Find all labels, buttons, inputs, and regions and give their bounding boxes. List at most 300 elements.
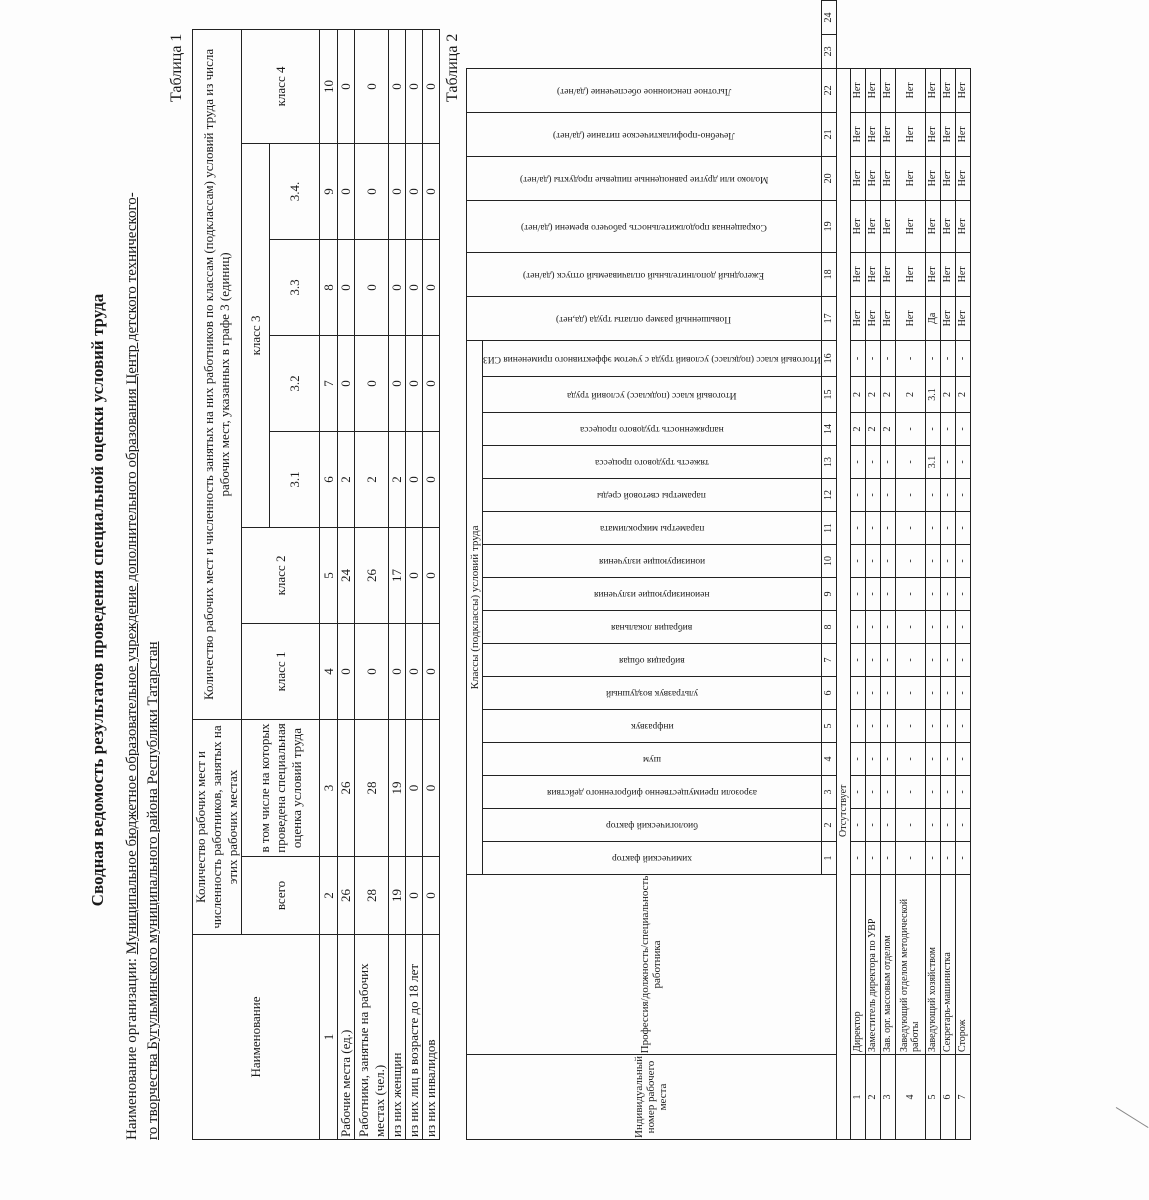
- t1-header-class34: 3.4.: [270, 143, 320, 239]
- t2-cell: -: [850, 340, 865, 376]
- t1-header-class31: 3.1: [270, 431, 320, 527]
- t2-cell: -: [880, 340, 895, 376]
- t2-cell: Нет: [880, 156, 895, 200]
- t2-cell: -: [850, 644, 865, 677]
- t2-cell: 2: [955, 377, 970, 413]
- t1-cell: 0: [389, 29, 406, 143]
- t1-cell: 0: [406, 431, 423, 527]
- t2-factor-label: биологический фактор: [605, 820, 698, 831]
- t1-cell: 0: [406, 239, 423, 335]
- t2-factor-label: Итоговый класс (подкласс) условий труда с учетом эффективного применения СИЗ: [483, 353, 821, 364]
- t1-cell: 28: [355, 857, 389, 935]
- t1-row-name: из них женщин: [389, 935, 406, 1140]
- t2-cell: -: [850, 710, 865, 743]
- t2-cell: Нет: [865, 68, 880, 112]
- t2-colnum: 7: [821, 644, 836, 677]
- t2-cell: -: [940, 413, 955, 446]
- t2-colnum: 23: [821, 34, 836, 68]
- t2-cell: -: [865, 743, 880, 776]
- t2-colnum: 19: [821, 200, 836, 252]
- t2-factor-label: вибрация локальная: [611, 622, 693, 633]
- t2-colnum: 15: [821, 377, 836, 413]
- t1-cell: 2: [338, 431, 355, 527]
- t2-cell: -: [865, 677, 880, 710]
- t2-cell: -: [925, 512, 940, 545]
- t2-row-id: 7: [955, 1055, 970, 1140]
- t2-cell: -: [880, 710, 895, 743]
- t2-cell: Нет: [865, 156, 880, 200]
- t2-cell: -: [865, 446, 880, 479]
- t2-absent-note-row: [836, 68, 850, 1139]
- t1-header-class1: класс 1: [242, 623, 320, 719]
- t2-cell: -: [955, 677, 970, 710]
- table1-caption: Таблица 1: [168, 33, 185, 102]
- t2-cell: -: [895, 776, 925, 809]
- t2-row: [865, 1, 880, 1140]
- t2-cell: -: [925, 545, 940, 578]
- t2-cell: -: [880, 743, 895, 776]
- t2-cell: 3.1: [925, 446, 940, 479]
- t2-cell: -: [940, 776, 955, 809]
- t2-cell: -: [880, 611, 895, 644]
- t2-cell: -: [925, 776, 940, 809]
- t2-cell: -: [895, 611, 925, 644]
- t1-colnum: 10: [320, 29, 338, 143]
- t2-cell: 2: [880, 413, 895, 446]
- t2-header-id: Индивидуальный номер рабочего места: [467, 1055, 837, 1140]
- t2-cell: -: [955, 340, 970, 376]
- t2-row: [940, 1, 955, 1140]
- t2-cell: -: [865, 578, 880, 611]
- t2-cell: -: [955, 644, 970, 677]
- t2-cell: -: [940, 340, 955, 376]
- t2-row-profession: Заведующий отделом методической работы: [895, 875, 925, 1055]
- t2-cell: -: [850, 743, 865, 776]
- t2-factor-label: параметры микроклимата: [599, 523, 705, 534]
- t2-cell: Нет: [925, 252, 940, 296]
- t2-cell: -: [850, 446, 865, 479]
- t2-colnum: 17: [821, 296, 836, 340]
- t2-cell: -: [940, 611, 955, 644]
- org-name-line-1: Муниципальное бюджетное образовательное учреждение дополнительного образования Центр детского технического: [124, 197, 140, 955]
- t2-colnum: 21: [821, 112, 836, 156]
- t1-cell: 0: [355, 623, 389, 719]
- t2-cell: -: [955, 446, 970, 479]
- t2-cell: Нет: [940, 200, 955, 252]
- t2-cell: -: [895, 479, 925, 512]
- t2-cell: Нет: [850, 296, 865, 340]
- t1-row: [355, 29, 389, 1139]
- t2-factor-header: [483, 446, 822, 479]
- t1-cell: 0: [338, 335, 355, 431]
- t2-cell: -: [880, 545, 895, 578]
- t2-cell: -: [865, 545, 880, 578]
- t2-cell: Нет: [925, 156, 940, 200]
- t1-cell: 0: [423, 239, 440, 335]
- t2-cell: Нет: [850, 200, 865, 252]
- t1-cell: 0: [423, 857, 440, 935]
- t1-header-class2: класс 2: [242, 527, 320, 623]
- t2-cell: Нет: [895, 112, 925, 156]
- t2-factor-label: химический фактор: [611, 853, 692, 864]
- t1-row-name: Рабочие места (ед.): [338, 935, 355, 1140]
- t1-row: [389, 29, 406, 1139]
- t2-colnum: 20: [821, 156, 836, 200]
- t2-cell: -: [955, 710, 970, 743]
- t2-cell: -: [880, 446, 895, 479]
- t2-cell: -: [955, 611, 970, 644]
- t2-cell: -: [865, 340, 880, 376]
- t1-colnum: 5: [320, 527, 338, 623]
- t2-cell: -: [880, 644, 895, 677]
- t2-cell: -: [940, 677, 955, 710]
- t2-cell: Нет: [940, 252, 955, 296]
- t2-row: [955, 1, 970, 1140]
- t2-cell: 2: [865, 377, 880, 413]
- t2-colnum: 14: [821, 413, 836, 446]
- t2-colnum: 11: [821, 512, 836, 545]
- t1-colnum: 6: [320, 431, 338, 527]
- t1-cell: 0: [355, 29, 389, 143]
- t1-cell: 26: [338, 857, 355, 935]
- t2-cell: -: [895, 512, 925, 545]
- t1-colnum: 9: [320, 143, 338, 239]
- t2-factor-header: [483, 578, 822, 611]
- t2-cell: -: [850, 809, 865, 842]
- t1-cell: 0: [355, 143, 389, 239]
- t2-cell: -: [880, 776, 895, 809]
- t2-cell: -: [925, 578, 940, 611]
- t2-cell: Нет: [955, 252, 970, 296]
- t2-colnum: 9: [821, 578, 836, 611]
- t2-cell: -: [940, 842, 955, 875]
- t1-cell: 0: [338, 623, 355, 719]
- t2-cell: -: [865, 479, 880, 512]
- t2-cell: -: [880, 677, 895, 710]
- t1-header-class32: 3.2: [270, 335, 320, 431]
- t2-cell: Нет: [925, 68, 940, 112]
- t2-factor-label: ультразвук воздушный: [605, 688, 698, 699]
- t2-cell: 2: [880, 377, 895, 413]
- t2-cell: Нет: [850, 112, 865, 156]
- t1-header-total: всего: [242, 857, 320, 935]
- t2-guarantee-header: Льготное пенсионное обеспечение (да/нет): [467, 68, 822, 112]
- t2-row-id: 3: [880, 1055, 895, 1140]
- t2-factor-header: [483, 776, 822, 809]
- t2-cell: Нет: [895, 68, 925, 112]
- t2-cell: -: [895, 743, 925, 776]
- t2-cell: Нет: [940, 156, 955, 200]
- t2-cell: -: [955, 743, 970, 776]
- t2-cell: Нет: [865, 252, 880, 296]
- t2-guarantee-header: Молоко или другие равноценные пищевые продукты (да/нет): [467, 156, 822, 200]
- t2-cell: -: [850, 578, 865, 611]
- t2-row-profession: Заведующий хозяйством: [925, 875, 940, 1055]
- t2-factor-header: [483, 677, 822, 710]
- t1-colnum: 4: [320, 623, 338, 719]
- t2-row: [850, 1, 865, 1140]
- t2-cell: -: [850, 479, 865, 512]
- t2-cell: Нет: [880, 252, 895, 296]
- t2-cell: -: [880, 809, 895, 842]
- t2-factor-header: [483, 743, 822, 776]
- t2-cell: -: [895, 710, 925, 743]
- t1-cell: 28: [355, 719, 389, 856]
- t2-cell: Нет: [895, 156, 925, 200]
- t2-cell: Нет: [940, 112, 955, 156]
- t2-row-profession: Сторож: [955, 875, 970, 1055]
- t2-cell: -: [925, 677, 940, 710]
- t2-factor-label: шум: [642, 754, 661, 765]
- t2-factor-label: Итоговый класс (подкласс) условий труда: [567, 390, 737, 400]
- t2-factor-label: инфразвук: [630, 721, 674, 732]
- t2-factor-label: вибрация общая: [619, 655, 685, 666]
- t2-colnum: 4: [821, 743, 836, 776]
- t2-cell: -: [895, 644, 925, 677]
- t2-cell: Нет: [880, 68, 895, 112]
- t1-row: [338, 29, 355, 1139]
- t2-factor-label: тяжесть трудового процесса: [594, 457, 709, 468]
- t1-cell: 0: [406, 29, 423, 143]
- organization-block: Наименование организации: Муниципальное бюджетное образовательное учреждение дополнительного образования Центр детского технического- го творчества Бугульминского муниципального района Республики Татарстан: [124, 192, 161, 1140]
- t1-body: [338, 29, 440, 1139]
- t2-row-id: 2: [865, 1055, 880, 1140]
- t1-row-name: из них лиц в возрасте до 18 лет: [406, 935, 423, 1140]
- t2-row-profession: Заместитель директора по УВР: [865, 875, 880, 1055]
- t1-header-class4: класс 4: [242, 29, 320, 143]
- t2-cell: Нет: [850, 156, 865, 200]
- t1-cell: 24: [338, 527, 355, 623]
- t2-cell: Нет: [925, 200, 940, 252]
- t1-row-name: из них инвалидов: [423, 935, 440, 1140]
- t2-factor-header: [483, 710, 822, 743]
- t2-cell: -: [940, 512, 955, 545]
- t2-cell: -: [865, 611, 880, 644]
- t2-cell: -: [880, 512, 895, 545]
- t2-cell: -: [955, 479, 970, 512]
- t1-cell: 19: [389, 857, 406, 935]
- t1-header-class3: класс 3: [242, 143, 270, 527]
- t2-cell: -: [865, 644, 880, 677]
- t2-cell: 2: [850, 413, 865, 446]
- t2-cell: -: [850, 512, 865, 545]
- t2-row-profession: Секретарь-машинистка: [940, 875, 955, 1055]
- t2-factor-header: [483, 377, 822, 413]
- t1-cell: 0: [355, 335, 389, 431]
- t2-factor-header: [483, 842, 822, 875]
- t2-cell: 2: [940, 377, 955, 413]
- t2-factor-header: [483, 809, 822, 842]
- t2-colnum: 12: [821, 479, 836, 512]
- t2-cell: Нет: [895, 200, 925, 252]
- t1-cell: 0: [338, 239, 355, 335]
- t1-cell: 26: [355, 527, 389, 623]
- t2-cell: 3.1: [925, 377, 940, 413]
- t2-row-id: 1: [850, 1055, 865, 1140]
- t1-cell: 0: [389, 143, 406, 239]
- t2-cell: Да: [925, 296, 940, 340]
- t2-cell: -: [925, 710, 940, 743]
- t1-cell: 0: [423, 623, 440, 719]
- t2-row-id: 4: [895, 1055, 925, 1140]
- t2-cell: -: [865, 842, 880, 875]
- t2-factor-header: [483, 413, 822, 446]
- t2-cell: -: [940, 743, 955, 776]
- t1-colnum: 1: [320, 935, 338, 1140]
- t1-header-class33: 3.3: [270, 239, 320, 335]
- t2-colnum: 1: [821, 842, 836, 875]
- t2-cell: -: [955, 413, 970, 446]
- t1-cell: 0: [423, 143, 440, 239]
- t1-header-name: Наименование: [193, 935, 320, 1140]
- t1-header-group1: Количество рабочих мест и численность работников, занятых на этих рабочих местах: [193, 719, 242, 934]
- t2-colnum: 8: [821, 611, 836, 644]
- t2-row-profession: Зав. орг. массовым отделом: [880, 875, 895, 1055]
- t2-colnum: 6: [821, 677, 836, 710]
- t2-cell: -: [940, 578, 955, 611]
- t2-cell: 2: [865, 413, 880, 446]
- t1-cell: 17: [389, 527, 406, 623]
- t2-colnum: 3: [821, 776, 836, 809]
- t2-cell: Нет: [895, 296, 925, 340]
- t2-cell: -: [850, 611, 865, 644]
- workplaces-table: [466, 0, 971, 1140]
- t2-cell: Нет: [865, 200, 880, 252]
- t1-cell: 0: [338, 29, 355, 143]
- t1-colnum: 7: [320, 335, 338, 431]
- t2-cell: -: [955, 512, 970, 545]
- summary-table: [192, 29, 440, 1140]
- t1-colnum: 2: [320, 857, 338, 935]
- t2-cell: 2: [895, 377, 925, 413]
- t2-factor-label: параметры световой среды: [597, 490, 707, 501]
- t1-cell: 0: [423, 335, 440, 431]
- t2-cell: -: [880, 578, 895, 611]
- t2-cell: -: [865, 710, 880, 743]
- t2-cell: Нет: [940, 68, 955, 112]
- t2-cell: Нет: [865, 112, 880, 156]
- t2-cell: -: [940, 446, 955, 479]
- t2-cell: -: [895, 842, 925, 875]
- t2-factor-header: [483, 611, 822, 644]
- t2-row-id: 5: [925, 1055, 940, 1140]
- t2-guarantee-header: Ежегодный дополнительный оплачиваемый отпуск (да/нет): [467, 252, 822, 296]
- t1-cell: 2: [389, 431, 406, 527]
- t1-colnum: 8: [320, 239, 338, 335]
- t2-cell: -: [865, 776, 880, 809]
- t2-factor-header: [483, 340, 822, 376]
- t2-row-id: 6: [940, 1055, 955, 1140]
- t2-cell: -: [940, 479, 955, 512]
- t2-colnum: 16: [821, 340, 836, 376]
- t2-cell: Нет: [880, 296, 895, 340]
- t2-cell: Нет: [955, 156, 970, 200]
- t2-cell: -: [865, 512, 880, 545]
- t2-cell: -: [940, 809, 955, 842]
- t2-cell: Нет: [940, 296, 955, 340]
- t2-cell: -: [880, 479, 895, 512]
- t1-cell: 0: [423, 431, 440, 527]
- t1-cell: 0: [389, 239, 406, 335]
- t2-cell: Нет: [880, 200, 895, 252]
- org-label: Наименование организации:: [124, 958, 140, 1140]
- t2-cell: Нет: [850, 252, 865, 296]
- org-name-line-2: го творчества Бугульминского муниципального района Республики Татарстан: [145, 641, 161, 1140]
- t1-cell: 0: [406, 143, 423, 239]
- t1-cell: 0: [423, 719, 440, 856]
- t1-cell: 0: [355, 239, 389, 335]
- t2-cell: -: [850, 545, 865, 578]
- t2-guarantee-header: Повышенный размер оплаты труда (да,нет): [467, 296, 822, 340]
- t2-colnum: 24: [821, 1, 836, 35]
- t2-cell: -: [895, 545, 925, 578]
- t2-cell: -: [955, 578, 970, 611]
- t2-cell: -: [880, 842, 895, 875]
- t2-guarantee-header: Лечебно-профилактическое питание (да/нет): [467, 112, 822, 156]
- t2-colnum: 2: [821, 809, 836, 842]
- t2-cell: -: [895, 446, 925, 479]
- t2-cell: -: [955, 545, 970, 578]
- t2-cell: -: [895, 809, 925, 842]
- t2-factor-label: напряженность трудового процесса: [580, 424, 724, 435]
- t2-guarantee-header: Сокращенная продолжительность рабочего времени (да/нет): [467, 200, 822, 252]
- t2-factor-header: [483, 644, 822, 677]
- t2-cell: -: [955, 809, 970, 842]
- t2-cell: -: [925, 479, 940, 512]
- t1-row: [406, 29, 423, 1139]
- table2-caption: Таблица 2: [444, 33, 461, 102]
- t2-cell: -: [895, 340, 925, 376]
- t1-cell: 0: [423, 527, 440, 623]
- t1-cell: 0: [406, 719, 423, 856]
- t2-cell: -: [925, 743, 940, 776]
- t2-cell: Нет: [865, 296, 880, 340]
- t2-cell: -: [940, 644, 955, 677]
- t2-cell: -: [895, 578, 925, 611]
- t2-absent-note: Отсутствует: [837, 784, 849, 837]
- t2-cell: -: [895, 677, 925, 710]
- t1-row-name: Работники, занятые на рабочих местах (чел.): [355, 935, 389, 1140]
- t2-cell: Нет: [895, 252, 925, 296]
- t2-header-profession: Профессия/должность/специальность работника: [467, 875, 837, 1055]
- t2-factor-header: [483, 545, 822, 578]
- t2-cell: -: [895, 413, 925, 446]
- t1-cell: 0: [338, 143, 355, 239]
- t1-cell: 26: [338, 719, 355, 856]
- pen-mark: [1116, 1107, 1149, 1128]
- t1-cell: 0: [389, 623, 406, 719]
- t2-factor-header: [483, 512, 822, 545]
- t2-cell: -: [925, 809, 940, 842]
- t2-cell: Нет: [925, 112, 940, 156]
- t2-colnum: 10: [821, 545, 836, 578]
- t2-cell: -: [925, 413, 940, 446]
- t1-header-group2: Количество рабочих мест и численность занятых на них работников по классам (подклассам) условий труда из числа рабочих мест, указанных в графе 3 (единиц): [193, 29, 242, 719]
- t2-row: [895, 1, 925, 1140]
- t1-cell: 0: [406, 335, 423, 431]
- t2-cell: -: [955, 776, 970, 809]
- t2-factor-header: [483, 479, 822, 512]
- t2-cell: -: [850, 677, 865, 710]
- t1-cell: 0: [406, 623, 423, 719]
- t2-row: [880, 1, 895, 1140]
- t2-cell: -: [925, 340, 940, 376]
- t2-colnum: 13: [821, 446, 836, 479]
- t2-cell: -: [925, 644, 940, 677]
- t2-cell: Нет: [955, 112, 970, 156]
- t2-factor-label: аэрозоли преимущественно фиброгенного действия: [546, 787, 757, 798]
- t2-cell: -: [955, 842, 970, 875]
